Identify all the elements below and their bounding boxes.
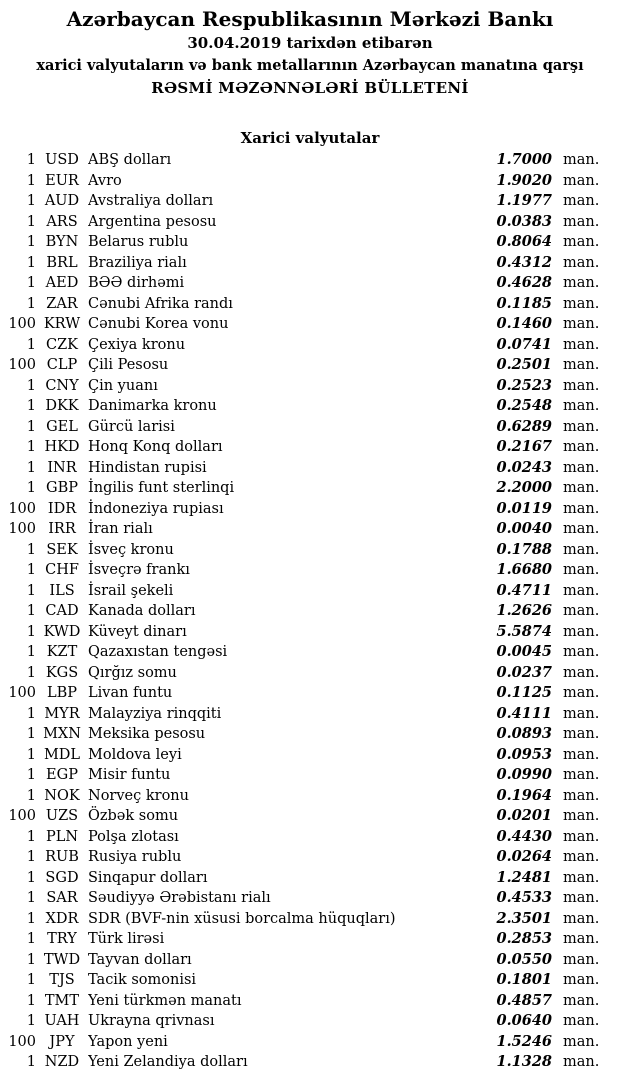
rate-row	[0, 1052, 620, 1073]
rate-row	[0, 847, 620, 868]
currency-code: BRL	[46, 254, 78, 271]
currency-code: CLP	[46, 357, 78, 373]
quantity: 1	[26, 869, 36, 886]
quantity: 100	[8, 1033, 36, 1050]
unit-label: man.	[563, 316, 600, 332]
currency-code: USD	[45, 152, 79, 168]
currency-name: Çin yuanı	[88, 377, 158, 394]
currency-code: IRR	[48, 521, 76, 537]
quantity: 1	[26, 480, 36, 496]
quantity: 1	[26, 849, 36, 865]
quantity: 1	[26, 603, 36, 619]
quantity: 100	[8, 521, 36, 537]
currency-code: BYN	[45, 234, 79, 250]
currency-code: ILS	[49, 582, 75, 599]
rate-row	[0, 376, 620, 397]
exchange-rates-list	[0, 150, 620, 1073]
currency-name: İndoneziya rupiası	[88, 500, 224, 517]
rate-value: 0.2548	[496, 397, 552, 414]
quantity: 1	[26, 439, 36, 455]
rate-row	[0, 827, 620, 848]
rate-value: 0.1185	[496, 294, 552, 312]
rate-value: 0.0243	[496, 458, 552, 476]
currency-code: EGP	[46, 767, 78, 783]
quantity: 1	[26, 377, 36, 394]
unit-label: man.	[563, 275, 600, 291]
unit-label: man.	[563, 172, 600, 189]
currency-code: MDL	[43, 746, 81, 763]
rate-value: 0.0550	[496, 950, 552, 968]
rate-value: 0.1788	[496, 540, 552, 558]
unit-label: man.	[563, 746, 600, 763]
rate-value: 0.0040	[496, 520, 552, 537]
rate-row	[0, 150, 620, 171]
currency-name: Tayvan dolları	[88, 951, 192, 968]
section-title-foreign-currencies: Xarici valyutalar	[240, 129, 380, 147]
currency-name: Qazaxıstan tengəsi	[88, 644, 228, 660]
currency-code: SAR	[46, 890, 78, 906]
currency-name: Polşa zlotası	[88, 828, 179, 845]
rate-row	[0, 355, 620, 376]
unit-label: man.	[563, 500, 600, 517]
currency-name: Malayziya rinqqiti	[88, 705, 222, 722]
unit-label: man.	[563, 398, 600, 414]
currency-name: Avstraliya dolları	[88, 193, 214, 209]
quantity: 1	[26, 336, 36, 353]
currency-code: CHF	[45, 562, 79, 578]
unit-label: man.	[563, 1013, 600, 1029]
quantity: 1	[26, 295, 36, 312]
quantity: 1	[26, 152, 36, 168]
rate-value: 1.7000	[496, 151, 552, 168]
rate-value: 0.1460	[496, 315, 552, 332]
currency-name: İsrail şekeli	[88, 582, 174, 599]
rate-row	[0, 458, 620, 479]
bank-title: Azərbaycan Respublikasının Mərkəzi Bankı	[66, 7, 554, 31]
currency-code: KWD	[43, 623, 81, 640]
quantity: 1	[26, 459, 36, 476]
rate-row	[0, 171, 620, 192]
currency-name: Livan funtu	[88, 685, 173, 701]
rate-value: 0.4628	[496, 274, 552, 291]
rate-value: 0.4533	[496, 889, 552, 906]
currency-code: CNY	[45, 377, 79, 394]
rate-row	[0, 519, 620, 540]
rate-value: 0.2523	[496, 376, 552, 394]
currency-name: Argentina pesosu	[88, 213, 217, 230]
currency-name: Kanada dolları	[88, 603, 196, 619]
unit-label: man.	[563, 439, 600, 455]
currency-name: SDR (BVF-nin xüsusi borcalma hüquqları)	[88, 910, 396, 927]
currency-code: TJS	[49, 972, 75, 988]
currency-name: Avro	[88, 172, 122, 189]
quantity: 1	[26, 726, 36, 742]
quantity: 1	[26, 582, 36, 599]
rate-row	[0, 581, 620, 602]
unit-label: man.	[563, 869, 600, 886]
currency-name: Yeni türkmən manatı	[88, 992, 242, 1009]
unit-label: man.	[563, 644, 600, 660]
currency-code: CAD	[45, 603, 79, 619]
rate-row	[0, 1011, 620, 1032]
unit-label: man.	[563, 849, 600, 865]
rate-row	[0, 396, 620, 417]
rate-row	[0, 868, 620, 889]
rate-value: 1.5246	[496, 1032, 552, 1050]
currency-name: Cənubi Korea vonu	[88, 316, 229, 332]
unit-label: man.	[563, 459, 600, 476]
currency-code: DKK	[45, 398, 79, 414]
unit-label: man.	[563, 808, 600, 824]
quantity: 1	[26, 931, 36, 947]
quantity: 1	[26, 644, 36, 660]
rate-row	[0, 786, 620, 807]
currency-code: SGD	[45, 869, 79, 886]
unit-label: man.	[563, 972, 600, 988]
rate-value: 0.1964	[496, 786, 552, 804]
rate-value: 0.0990	[496, 766, 552, 783]
quantity: 1	[26, 172, 36, 189]
unit-label: man.	[563, 951, 600, 968]
currency-name: Rusiya rublu	[88, 849, 182, 865]
rate-row	[0, 683, 620, 704]
currency-name: Türk lirəsi	[88, 931, 165, 947]
quantity: 100	[8, 316, 36, 332]
currency-name: Səudiyyə Ərəbistanı rialı	[88, 890, 271, 906]
quantity: 1	[26, 234, 36, 250]
unit-label: man.	[563, 890, 600, 906]
currency-name: İsveçrə frankı	[88, 562, 190, 578]
rate-row	[0, 417, 620, 438]
rate-row	[0, 232, 620, 253]
rate-row	[0, 929, 620, 950]
currency-name: Honq Konq dolları	[88, 439, 223, 455]
quantity: 1	[26, 972, 36, 988]
rate-value: 1.1977	[496, 192, 552, 209]
unit-label: man.	[563, 623, 600, 640]
quantity: 1	[26, 541, 36, 558]
unit-label: man.	[563, 152, 600, 168]
unit-label: man.	[563, 664, 600, 681]
currency-code: SEK	[46, 541, 78, 558]
unit-label: man.	[563, 480, 600, 496]
rate-row	[0, 191, 620, 212]
currency-name: Cənubi Afrika randı	[88, 295, 233, 312]
rate-row	[0, 991, 620, 1012]
rate-value: 0.2167	[496, 438, 552, 455]
quantity: 100	[8, 808, 36, 824]
currency-name: Yeni Zelandiya dolları	[88, 1054, 248, 1070]
rate-row	[0, 335, 620, 356]
rate-value: 0.2853	[496, 930, 552, 947]
currency-code: TMT	[44, 992, 80, 1009]
rate-value: 0.1125	[496, 684, 552, 701]
unit-label: man.	[563, 931, 600, 947]
quantity: 1	[26, 992, 36, 1009]
currency-code: XDR	[45, 910, 79, 927]
rate-value: 1.2626	[496, 602, 552, 619]
rate-row	[0, 294, 620, 315]
rate-row	[0, 950, 620, 971]
quantity: 1	[26, 890, 36, 906]
rate-value: 0.0893	[496, 725, 552, 742]
unit-label: man.	[563, 1033, 600, 1050]
quantity: 1	[26, 1054, 36, 1070]
currency-code: IDR	[47, 500, 77, 517]
rate-row	[0, 478, 620, 499]
rate-value: 0.2501	[496, 356, 552, 373]
rate-value: 0.0741	[496, 335, 552, 353]
quantity: 1	[26, 828, 36, 845]
rate-value: 2.3501	[496, 909, 552, 927]
unit-label: man.	[563, 726, 600, 742]
rate-row	[0, 704, 620, 725]
currency-code: EUR	[45, 172, 79, 189]
currency-name: Qırğız somu	[88, 664, 177, 681]
rate-value: 0.0201	[496, 807, 552, 824]
currency-name: Gürcü larisi	[88, 418, 175, 435]
quantity: 1	[26, 193, 36, 209]
unit-label: man.	[563, 418, 600, 435]
quantity: 100	[8, 685, 36, 701]
unit-label: man.	[563, 910, 600, 927]
quantity: 1	[26, 623, 36, 640]
unit-label: man.	[563, 377, 600, 394]
currency-code: HKD	[44, 439, 80, 455]
unit-label: man.	[563, 705, 600, 722]
rate-row	[0, 499, 620, 520]
quantity: 1	[26, 562, 36, 578]
unit-label: man.	[563, 992, 600, 1009]
unit-label: man.	[563, 336, 600, 353]
currency-name: İsveç kronu	[88, 541, 174, 558]
currency-name: Danimarka kronu	[88, 398, 217, 414]
unit-label: man.	[563, 562, 600, 578]
rate-row	[0, 601, 620, 622]
bulletin-subtitle-line2: RƏSMİ MƏZƏNNƏLƏRİ BÜLLETENİ	[151, 79, 469, 97]
rate-row	[0, 745, 620, 766]
quantity: 1	[26, 951, 36, 968]
currency-code: KRW	[43, 316, 81, 332]
currency-code: MXN	[43, 726, 81, 742]
rate-row	[0, 724, 620, 745]
currency-code: TRY	[47, 931, 77, 947]
currency-name: Çexiya kronu	[88, 336, 186, 353]
rate-row	[0, 765, 620, 786]
quantity: 100	[8, 500, 36, 517]
rate-value: 0.0640	[496, 1012, 552, 1029]
currency-name: Hindistan rupisi	[88, 459, 207, 476]
quantity: 1	[26, 910, 36, 927]
rate-value: 0.4857	[496, 991, 552, 1009]
unit-label: man.	[563, 295, 600, 312]
currency-code: MYR	[44, 705, 80, 722]
effective-date-line: 30.04.2019 tarixdən etibarən	[187, 34, 433, 52]
rate-value: 0.4111	[496, 704, 552, 722]
currency-code: ARS	[46, 213, 78, 230]
rate-row	[0, 806, 620, 827]
rate-value: 0.0383	[496, 212, 552, 230]
rate-row	[0, 888, 620, 909]
currency-code: LBP	[46, 685, 78, 701]
rate-value: 1.1328	[496, 1053, 552, 1070]
currency-code: TWD	[43, 951, 81, 968]
unit-label: man.	[563, 767, 600, 783]
unit-label: man.	[563, 582, 600, 599]
currency-code: CZK	[45, 336, 78, 353]
rate-row	[0, 622, 620, 643]
currency-code: GEL	[46, 418, 78, 435]
rate-row	[0, 909, 620, 930]
currency-name: BƏƏ dirhəmi	[88, 275, 185, 291]
quantity: 1	[26, 1013, 36, 1029]
unit-label: man.	[563, 787, 600, 804]
rate-row	[0, 970, 620, 991]
rate-row	[0, 314, 620, 335]
currency-code: PLN	[45, 828, 79, 845]
rate-row	[0, 253, 620, 274]
quantity: 1	[26, 767, 36, 783]
quantity: 1	[26, 398, 36, 414]
currency-name: İran rialı	[88, 521, 153, 537]
quantity: 1	[26, 746, 36, 763]
currency-name: ABŞ dolları	[88, 152, 172, 168]
quantity: 1	[26, 664, 36, 681]
currency-code: AUD	[44, 193, 80, 209]
currency-code: JPY	[49, 1033, 75, 1050]
rate-row	[0, 437, 620, 458]
rate-value: 0.0237	[496, 663, 552, 681]
rate-value: 0.4711	[496, 581, 552, 599]
rate-value: 0.0045	[496, 643, 552, 660]
rate-row	[0, 1032, 620, 1053]
quantity: 1	[26, 275, 36, 291]
currency-code: KZT	[46, 644, 78, 660]
rate-row	[0, 540, 620, 561]
quantity: 100	[8, 357, 36, 373]
currency-code: KGS	[45, 664, 79, 681]
quantity: 1	[26, 213, 36, 230]
unit-label: man.	[563, 521, 600, 537]
unit-label: man.	[563, 357, 600, 373]
rate-row	[0, 642, 620, 663]
rate-row	[0, 663, 620, 684]
unit-label: man.	[563, 1054, 600, 1070]
rate-value: 1.2481	[496, 868, 552, 886]
currency-name: Braziliya rialı	[88, 254, 187, 271]
quantity: 1	[26, 254, 36, 271]
rate-row	[0, 212, 620, 233]
currency-name: Moldova leyi	[88, 746, 182, 763]
unit-label: man.	[563, 541, 600, 558]
currency-name: Küveyt dinarı	[88, 623, 187, 640]
rate-value: 0.4430	[496, 827, 552, 845]
rate-value: 0.4312	[496, 253, 552, 271]
unit-label: man.	[563, 213, 600, 230]
currency-name: Sinqapur dolları	[88, 869, 208, 886]
currency-name: Ukrayna qrivnası	[88, 1013, 215, 1029]
unit-label: man.	[563, 603, 600, 619]
currency-code: UZS	[45, 808, 79, 824]
rate-value: 0.0953	[496, 745, 552, 763]
currency-name: Yapon yeni	[88, 1033, 168, 1050]
rate-value: 0.6289	[496, 417, 552, 435]
rate-value: 1.6680	[496, 561, 552, 578]
rate-value: 2.2000	[496, 479, 552, 496]
unit-label: man.	[563, 254, 600, 271]
unit-label: man.	[563, 685, 600, 701]
document-header	[0, 0, 620, 100]
currency-code: NZD	[44, 1054, 80, 1070]
rate-value: 5.5874	[496, 622, 552, 640]
currency-code: UAH	[44, 1013, 80, 1029]
rate-row	[0, 560, 620, 581]
rate-value: 0.0264	[496, 848, 552, 865]
currency-code: AED	[45, 275, 79, 291]
currency-name: Norveç kronu	[88, 787, 189, 804]
rate-value: 0.0119	[496, 499, 552, 517]
currency-code: NOK	[44, 787, 80, 804]
quantity: 1	[26, 705, 36, 722]
quantity: 1	[26, 787, 36, 804]
currency-code: GBP	[46, 480, 78, 496]
currency-code: RUB	[45, 849, 79, 865]
bulletin-subtitle-line1: xarici valyutaların və bank metallarının Azərbaycan manatına qarşı	[36, 57, 584, 74]
currency-code: ZAR	[46, 295, 78, 312]
currency-name: Meksika pesosu	[88, 726, 206, 742]
rate-value: 0.1801	[496, 971, 552, 988]
rate-value: 0.8064	[496, 233, 552, 250]
currency-name: Çili Pesosu	[88, 357, 169, 373]
currency-name: Tacik somonisi	[88, 972, 197, 988]
currency-name: İngilis funt sterlinqi	[88, 480, 235, 496]
rate-value: 1.9020	[496, 171, 552, 189]
currency-name: Özbək somu	[88, 808, 179, 824]
quantity: 1	[26, 418, 36, 435]
unit-label: man.	[563, 234, 600, 250]
currency-name: Belarus rublu	[88, 234, 189, 250]
unit-label: man.	[563, 193, 600, 209]
currency-name: Misir funtu	[88, 767, 171, 783]
unit-label: man.	[563, 828, 600, 845]
rate-row	[0, 273, 620, 294]
currency-code: INR	[47, 459, 77, 476]
